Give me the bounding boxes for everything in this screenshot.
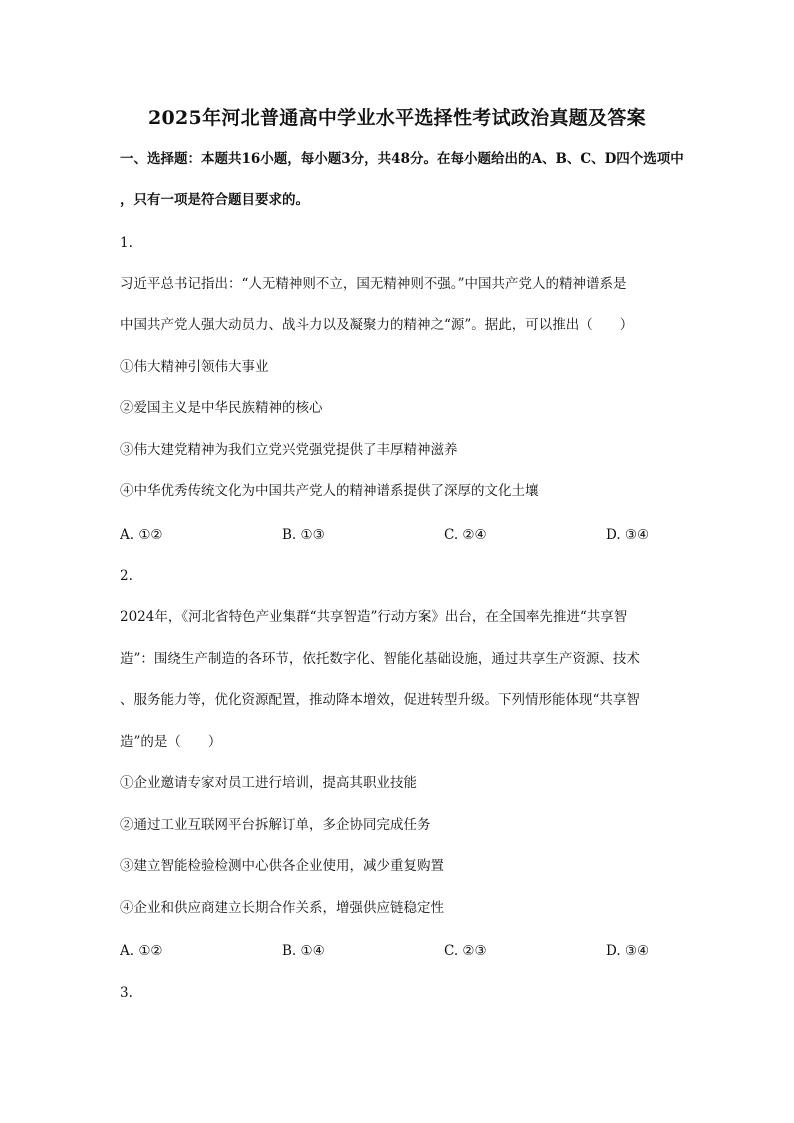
option-d: D. ③④ xyxy=(606,943,650,959)
statement-item: ③伟大建党精神为我们立党兴党强党提供了丰厚精神滋养 xyxy=(120,442,458,458)
document-title: 2025年河北普通高中学业水平选择性考试政治真题及答案 xyxy=(148,107,646,129)
option-b: B. ①③ xyxy=(282,527,325,543)
question-stem-line: 2024年，《河北省特色产业集群“共享智造”行动方案》出台，在全国率先推进“共享智 xyxy=(120,609,628,625)
question-stem-line: 、服务能力等，优化资源配置，推动降本增效，促进转型升级。下列情形能体现“共享智 xyxy=(120,692,640,708)
statement-item: ②爱国主义是中华民族精神的核心 xyxy=(120,400,323,416)
question-number: 1. xyxy=(120,235,133,251)
statement-item: ①伟大精神引领伟大事业 xyxy=(120,359,269,375)
question-number: 3. xyxy=(120,985,133,1001)
option-c: C. ②③ xyxy=(444,943,487,959)
question-stem-line: 习近平总书记指出：“人无精神则不立，国无精神则不强。”中国共产党人的精神谱系是 xyxy=(120,276,627,292)
option-b: B. ①④ xyxy=(282,943,325,959)
section-heading-line-1: 一、选择题：本题共16小题，每小题3分，共48分。在每小题给出的A、B、C、D四个选项中 xyxy=(120,151,684,167)
option-a: A. ①② xyxy=(120,527,163,543)
option-a: A. ①② xyxy=(120,943,163,959)
question-stem-line: 中国共产党人强大动员力、战斗力以及凝聚力的精神之“源”。据此，可以推出（ ） xyxy=(120,317,634,333)
option-d: D. ③④ xyxy=(606,527,650,543)
option-c: C. ②④ xyxy=(444,527,487,543)
question-stem-line: 造”：围绕生产制造的各环节，依托数字化、智能化基础设施，通过共享生产资源、技术 xyxy=(120,651,640,667)
statement-item: ③建立智能检验检测中心供各企业使用，减少重复购置 xyxy=(120,858,444,874)
statement-item: ①企业邀请专家对员工进行培训，提高其职业技能 xyxy=(120,775,417,791)
question-stem-line: 造”的是（ ） xyxy=(120,734,222,750)
statement-item: ④中华优秀传统文化为中国共产党人的精神谱系提供了深厚的文化土壤 xyxy=(120,483,539,499)
question-number: 2. xyxy=(120,568,133,584)
statement-item: ④企业和供应商建立长期合作关系，增强供应链稳定性 xyxy=(120,900,444,916)
statement-item: ②通过工业互联网平台拆解订单，多企协同完成任务 xyxy=(120,817,431,833)
section-heading-line-2: ，只有一项是符合题目要求的。 xyxy=(120,192,309,208)
